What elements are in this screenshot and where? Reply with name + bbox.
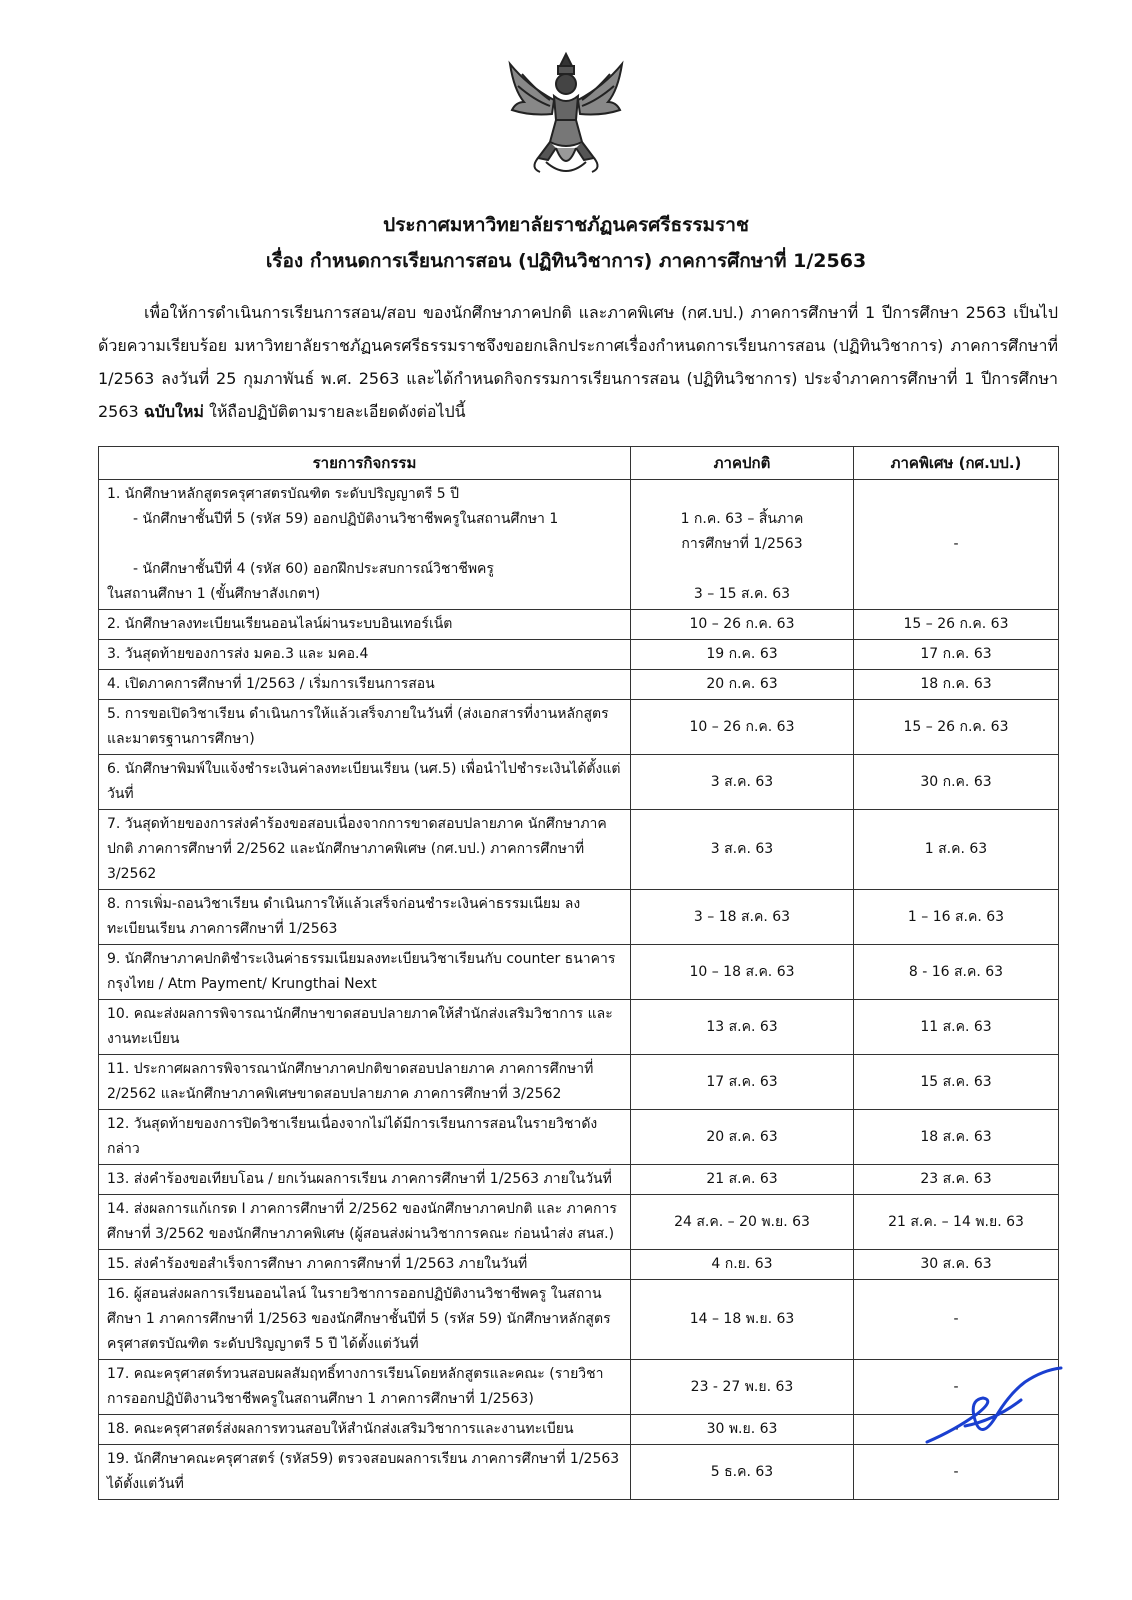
activity-cell: 6. นักศึกษาพิมพ์ใบแจ้งชำระเงินค่าลงทะเบียนเรียน (นศ.5) เพื่อนำไปชำระเงินได้ตั้งแต่วันที่ bbox=[99, 755, 631, 810]
regular-cell: 23 - 27 พ.ย. 63 bbox=[631, 1360, 854, 1415]
special-cell: - bbox=[854, 1415, 1059, 1445]
special-cell: 30 ส.ค. 63 bbox=[854, 1250, 1059, 1280]
table-row bbox=[99, 700, 1059, 755]
special-cell: 1 – 16 ส.ค. 63 bbox=[854, 890, 1059, 945]
table-row bbox=[99, 610, 1059, 640]
regular-cell: 3 – 18 ส.ค. 63 bbox=[631, 890, 854, 945]
activity-cell: 10. คณะส่งผลการพิจารณานักศึกษาขาดสอบปลายภาคให้สำนักส่งเสริมวิชาการ และงานทะเบียน bbox=[99, 1000, 631, 1055]
activity-cell: 17. คณะครุศาสตร์ทวนสอบผลสัมฤทธิ์ทางการเรียนโดยหลักสูตรและคณะ (รายวิชาการออกปฏิบัติงานวิชาชีพครูในสถานศึกษา 1 ภาคการศึกษาที่ 1/2563) bbox=[99, 1360, 631, 1415]
regular-cell: 13 ส.ค. 63 bbox=[631, 1000, 854, 1055]
regular-cell: 21 ส.ค. 63 bbox=[631, 1165, 854, 1195]
row1-title: 1. นักศึกษาหลักสูตรครุศาสตรบัณฑิต ระดับปริญญาตรี 5 ปี bbox=[107, 486, 460, 502]
regular-cell: 3 ส.ค. 63 bbox=[631, 810, 854, 890]
activity-cell: 2. นักศึกษาลงทะเบียนเรียนออนไลน์ผ่านระบบอินเทอร์เน็ต bbox=[99, 610, 631, 640]
announcement-subject: เรื่อง กำหนดการเรียนการสอน (ปฏิทินวิชาการ) ภาคการศึกษาที่ 1/2563 bbox=[265, 250, 867, 272]
table-row bbox=[99, 1360, 1059, 1415]
special-cell: - bbox=[854, 480, 1059, 610]
regular-cell: 20 ส.ค. 63 bbox=[631, 1110, 854, 1165]
table-row bbox=[99, 1250, 1059, 1280]
table-row bbox=[99, 945, 1059, 1000]
table-header-row bbox=[99, 447, 1059, 480]
regular-cell: 5 ธ.ค. 63 bbox=[631, 1445, 854, 1500]
regular-cell: 14 – 18 พ.ย. 63 bbox=[631, 1280, 854, 1360]
regular-cell: 3 ส.ค. 63 bbox=[631, 755, 854, 810]
regular-cell: 10 – 26 ก.ค. 63 bbox=[631, 610, 854, 640]
regular-cell: 30 พ.ย. 63 bbox=[631, 1415, 854, 1445]
table-row bbox=[99, 640, 1059, 670]
table-row bbox=[99, 1445, 1059, 1500]
regular-cell: 24 ส.ค. – 20 พ.ย. 63 bbox=[631, 1195, 854, 1250]
special-cell: 18 ส.ค. 63 bbox=[854, 1110, 1059, 1165]
special-cell: 11 ส.ค. 63 bbox=[854, 1000, 1059, 1055]
table-row bbox=[99, 670, 1059, 700]
intro-text-end: ให้ถือปฏิบัติตามรายละเอียดดังต่อไปนี้ bbox=[209, 402, 466, 421]
activity-cell: 11. ประกาศผลการพิจารณานักศึกษาภาคปกติขาดสอบปลายภาค ภาคการศึกษาที่ 2/2562 และนักศึกษาภาคพิเศษขาดสอบปลายภาค ภาคการศึกษาที่ 3/2562 bbox=[99, 1055, 631, 1110]
table-row bbox=[99, 1415, 1059, 1445]
special-cell: - bbox=[854, 1360, 1059, 1415]
activity-cell: 4. เปิดภาคการศึกษาที่ 1/2563 / เริ่มการเรียนการสอน bbox=[99, 670, 631, 700]
activity-cell: 9. นักศึกษาภาคปกติชำระเงินค่าธรรมเนียมลงทะเบียนวิชาเรียนกับ counter ธนาคารกรุงไทย / Atm Payment/ Krungthai Next bbox=[99, 945, 631, 1000]
row1-sub1: - นักศึกษาชั้นปีที่ 5 (รหัส 59) ออกปฏิบัติงานวิชาชีพครูในสถานศึกษา 1 bbox=[133, 511, 559, 527]
table-row bbox=[99, 1055, 1059, 1110]
special-cell: 21 ส.ค. – 14 พ.ย. 63 bbox=[854, 1195, 1059, 1250]
regular-cell: 10 – 18 ส.ค. 63 bbox=[631, 945, 854, 1000]
table-row bbox=[99, 1195, 1059, 1250]
special-cell: 1 ส.ค. 63 bbox=[854, 810, 1059, 890]
activity-cell: 3. วันสุดท้ายของการส่ง มคอ.3 และ มคอ.4 bbox=[99, 640, 631, 670]
announcement-title: ประกาศมหาวิทยาลัยราชภัฏนครศรีธรรมราช bbox=[383, 214, 749, 236]
special-cell: 18 ก.ค. 63 bbox=[854, 670, 1059, 700]
header-special: ภาคพิเศษ (กศ.บป.) bbox=[854, 447, 1059, 480]
regular-cell: 10 – 26 ก.ค. 63 bbox=[631, 700, 854, 755]
table-row bbox=[99, 890, 1059, 945]
special-cell: 15 – 26 ก.ค. 63 bbox=[854, 700, 1059, 755]
activity-cell: 16. ผู้สอนส่งผลการเรียนออนไลน์ ในรายวิชาการออกปฏิบัติงานวิชาชีพครู ในสถานศึกษา 1 ภาคการศึกษาที่ 1/2563 ของนักศึกษาชั้นปีที่ 5 (รหัส 59) นักศึกษาหลักสูตรครุศาสตรบัณฑิต ระดับปริญญาตรี 5 ปี ได้ตั้งแต่วันที่ bbox=[99, 1280, 631, 1360]
regular-cell: 17 ส.ค. 63 bbox=[631, 1055, 854, 1110]
row1-sub2b: ในสถานศึกษา 1 (ขั้นศึกษาสังเกตฯ) bbox=[107, 586, 321, 602]
intro-bold-text: ฉบับใหม่ bbox=[143, 402, 204, 421]
table-row bbox=[99, 755, 1059, 810]
row1-sub2: - นักศึกษาชั้นปีที่ 4 (รหัส 60) ออกฝึกประสบการณ์วิชาชีพครู bbox=[133, 561, 494, 577]
activity-cell: 13. ส่งคำร้องขอเทียบโอน / ยกเว้นผลการเรียน ภาคการศึกษาที่ 1/2563 ภายในวันที่ bbox=[99, 1165, 631, 1195]
handwritten-signature-icon bbox=[925, 1360, 1065, 1450]
table-row bbox=[99, 480, 1059, 610]
activity-cell: 8. การเพิ่ม-ถอนวิชาเรียน ดำเนินการให้แล้วเสร็จก่อนชำระเงินค่าธรรมเนียม ลงทะเบียนเรียน ภาคการศึกษาที่ 1/2563 bbox=[99, 890, 631, 945]
regular-cell: 4 ก.ย. 63 bbox=[631, 1250, 854, 1280]
header-activity: รายการกิจกรรม bbox=[99, 447, 631, 480]
regular-cell: 19 ก.ค. 63 bbox=[631, 640, 854, 670]
table-row bbox=[99, 1165, 1059, 1195]
activity-cell: 19. นักศึกษาคณะครุศาสตร์ (รหัส59) ตรวจสอบผลการเรียน ภาคการศึกษาที่ 1/2563 ได้ตั้งแต่วันที่ bbox=[99, 1445, 631, 1500]
header-regular: ภาคปกติ bbox=[631, 447, 854, 480]
special-cell: 23 ส.ค. 63 bbox=[854, 1165, 1059, 1195]
special-cell: 15 ส.ค. 63 bbox=[854, 1055, 1059, 1110]
garuda-emblem-icon bbox=[502, 50, 630, 182]
regular-cell bbox=[631, 480, 854, 610]
intro-paragraph bbox=[98, 296, 1058, 428]
table-row bbox=[99, 1000, 1059, 1055]
special-cell: 8 - 16 ส.ค. 63 bbox=[854, 945, 1059, 1000]
activity-cell: 5. การขอเปิดวิชาเรียน ดำเนินการให้แล้วเสร็จภายในวันที่ (ส่งเอกสารที่งานหลักสูตรและมาตรฐานการศึกษา) bbox=[99, 700, 631, 755]
special-cell: - bbox=[854, 1280, 1059, 1360]
table-row bbox=[99, 1110, 1059, 1165]
regular-cell: 20 ก.ค. 63 bbox=[631, 670, 854, 700]
activity-cell: 15. ส่งคำร้องขอสำเร็จการศึกษา ภาคการศึกษาที่ 1/2563 ภายในวันที่ bbox=[99, 1250, 631, 1280]
activity-cell: 14. ส่งผลการแก้เกรด I ภาคการศึกษาที่ 2/2562 ของนักศึกษาภาคปกติ และ ภาคการศึกษาที่ 3/2562 ของนักศึกษาภาคพิเศษ (ผู้สอนส่งผ่านวิชาการคณะ ก่อนนำส่ง สนส.) bbox=[99, 1195, 631, 1250]
schedule-table bbox=[98, 446, 1059, 1500]
row1-regular2: 3 – 15 ส.ค. 63 bbox=[693, 586, 791, 602]
row1-regular1: 1 ก.ค. 63 – สิ้นภาค bbox=[680, 511, 804, 527]
activity-cell: 18. คณะครุศาสตร์ส่งผลการทวนสอบให้สำนักส่งเสริมวิชาการและงานทะเบียน bbox=[99, 1415, 631, 1445]
table-row bbox=[99, 810, 1059, 890]
table-row bbox=[99, 1280, 1059, 1360]
special-cell: - bbox=[854, 1445, 1059, 1500]
activity-cell bbox=[99, 480, 631, 610]
special-cell: 15 – 26 ก.ค. 63 bbox=[854, 610, 1059, 640]
row1-regular1b: การศึกษาที่ 1/2563 bbox=[681, 536, 803, 552]
special-cell: 30 ก.ค. 63 bbox=[854, 755, 1059, 810]
activity-cell: 7. วันสุดท้ายของการส่งคำร้องขอสอบเนื่องจากการขาดสอบปลายภาค นักศึกษาภาคปกติ ภาคการศึกษาที่ 2/2562 และนักศึกษาภาคพิเศษ (กศ.บป.) ภาคการศึกษาที่ 3/2562 bbox=[99, 810, 631, 890]
activity-cell: 12. วันสุดท้ายของการปิดวิชาเรียนเนื่องจากไม่ได้มีการเรียนการสอนในรายวิชาดังกล่าว bbox=[99, 1110, 631, 1165]
intro-text: เพื่อให้การดำเนินการเรียนการสอน/สอบ ของนักศึกษาภาคปกติ และภาคพิเศษ (กศ.บป.) ภาคการศึกษาที่ 1 ปีการศึกษา 2563 เป็นไปด้วยความเรียบร้อย มหาวิทยาลัยราชภัฏนครศรีธรรมราชจึงขอยกเลิกประกาศเรื่องกำหนดการเรียนการสอน (ปฏิทินวิชาการ) ภาคการศึกษาที่ 1/2563 ลงวันที่ 25 กุมภาพันธ์ พ.ศ. 2563 และได้กำหนดกิจกรรมการเรียนการสอน (ปฏิทินวิชาการ) ประจำภาคการศึกษาที่ 1 ปีการศึกษา 2563 bbox=[98, 303, 1058, 421]
special-cell: 17 ก.ค. 63 bbox=[854, 640, 1059, 670]
